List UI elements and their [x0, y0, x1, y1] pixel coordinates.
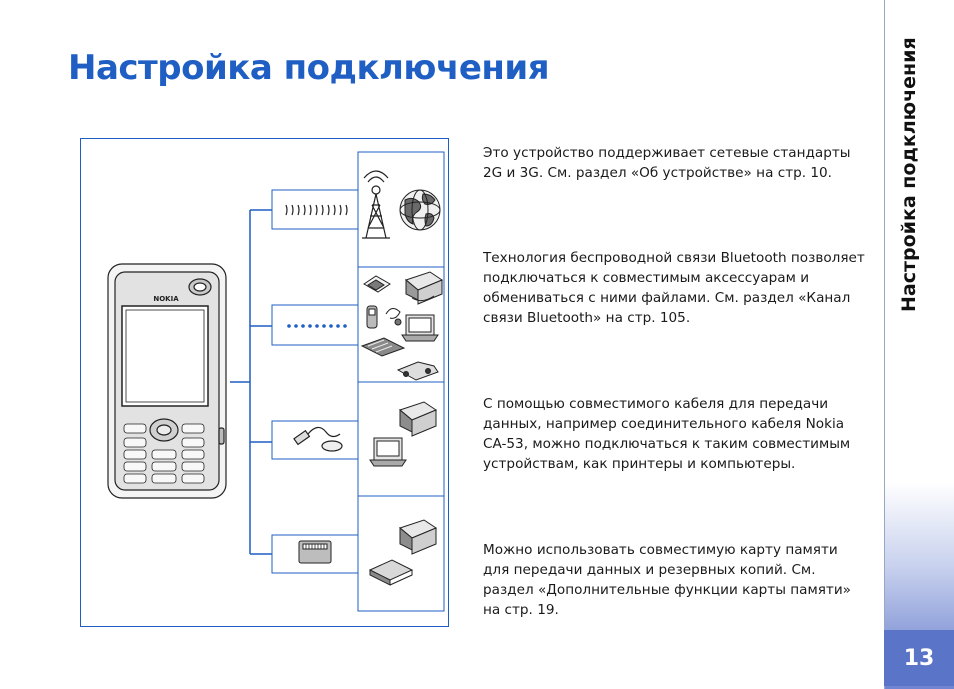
- phone-small-icon: [367, 306, 377, 328]
- connectivity-diagram: [80, 138, 449, 627]
- paragraph-cable: С помощью совместимого кабеля для передачи данных, например соединительного кабеля Nokia CA-53, можно подключаться к таким совместимым устройствам, как принтеры и компьютеры.: [483, 396, 851, 472]
- paragraph-bluetooth: Технология беспроводной связи Bluetooth позволяет подключаться к совместимым аксессуарам и обмениваться с ними файлами. См. раздел «Канал связи Bluetooth» на стр. 105.: [483, 250, 865, 326]
- memory-card-icon: [299, 541, 331, 563]
- paragraph-memory-card: Можно использовать совместимую карту памяти для передачи данных и резервных копий. См. раздел «Дополнительные функции карты памяти» на стр. 19.: [483, 542, 851, 618]
- bluetooth-dots-icon: [287, 324, 347, 328]
- laptop-icon-cable: [370, 438, 406, 466]
- phone-brand: NOKIA: [153, 295, 179, 303]
- globe-icon: [400, 190, 440, 230]
- laptop-icon: [402, 315, 438, 341]
- paragraph-networks: Это устройство поддерживает сетевые стандарты 2G и 3G. См. раздел «Об устройстве» на стр. 10.: [483, 145, 851, 181]
- page-number: 13: [884, 630, 954, 686]
- page-title: Настройка подключения: [68, 48, 550, 88]
- side-title: Настройка подключения: [898, 37, 920, 312]
